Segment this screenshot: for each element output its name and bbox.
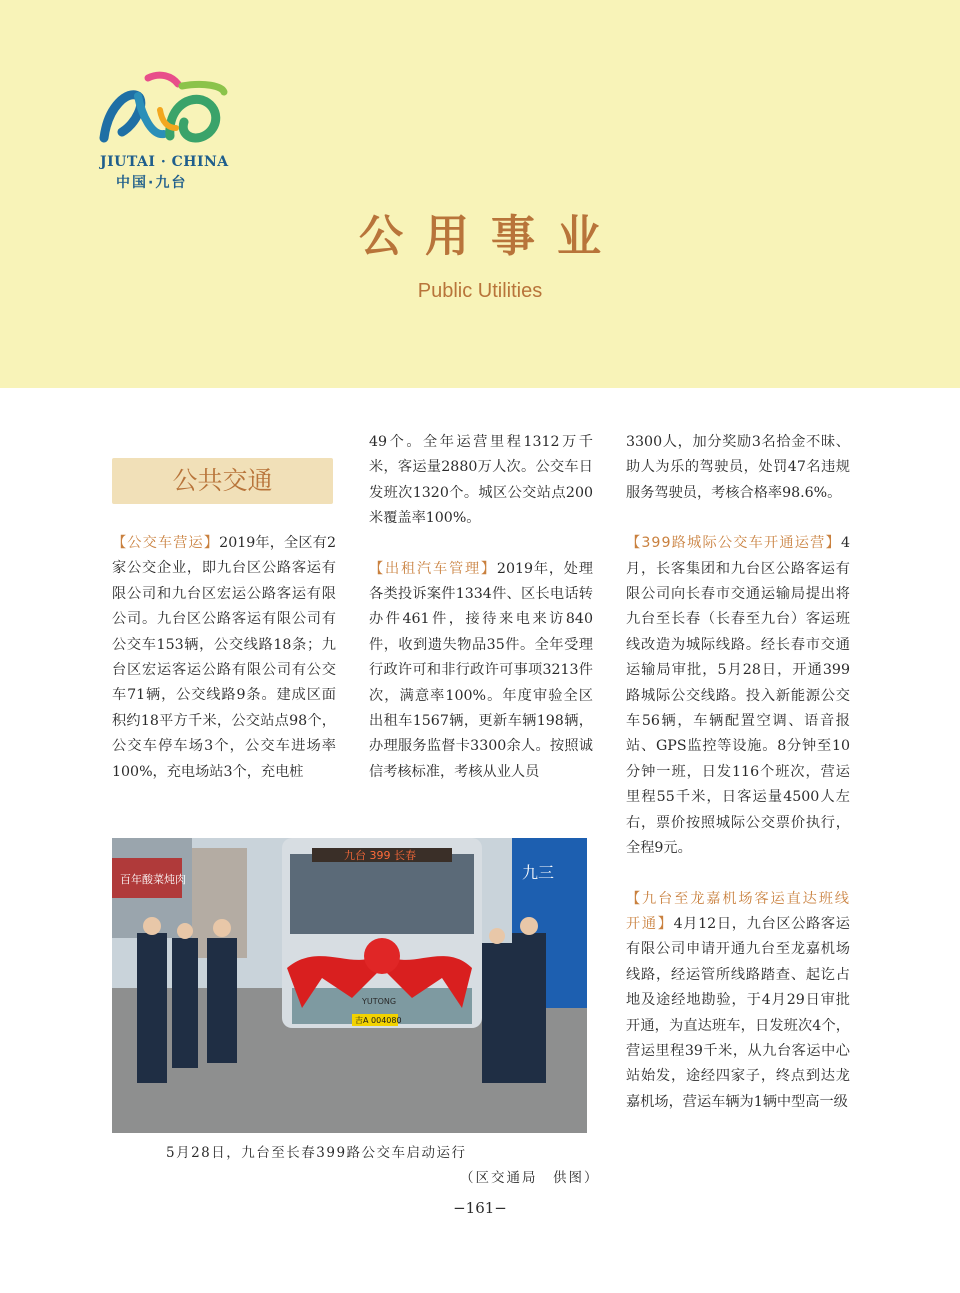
paragraph-heading: 【九台至龙嘉机场客运直达班线开通】	[626, 890, 850, 932]
text-column-2	[369, 430, 593, 785]
bus-destination-sign: 九台 399 长春	[344, 849, 416, 862]
paragraph-continued	[369, 430, 593, 532]
paragraph-airport-line	[626, 887, 850, 1116]
paragraph-text: 4月12日，九台区公路客运有限公司申请开通九台至龙嘉机场线路，经运管所线路踏查、起讫占地及途经地勘验，于4月29日审批开通，为直达班车，日发班次4个，营运里程39千米，从九台客运中心站始发，途经四家子，终点到达龙嘉机场，营运车辆为1辆中型高一级	[626, 915, 850, 1110]
page-subtitle: Public Utilities	[417, 280, 543, 302]
paragraph-bus-operation	[112, 531, 336, 785]
paragraph-text: 3300人，加分奖励3名拾金不昧、助人为乐的驾驶员，处罚47名违规服务驾驶员，考核合格率98.6%。	[626, 434, 850, 501]
text-column-3	[626, 430, 850, 1115]
paragraph-taxi-management	[369, 557, 593, 786]
page-header	[0, 0, 960, 388]
paragraph-continued	[626, 430, 850, 506]
paragraph-heading: 【公交车营运】	[112, 535, 220, 551]
store-sign: 百年酸菜炖肉	[120, 873, 186, 886]
logo-emblem-icon	[98, 66, 238, 156]
paragraph-text: 49个。全年运营里程1312万千米，客运量2880万人次。公交车日发班次1320个。城区公交站点200米覆盖率100%。	[369, 434, 593, 527]
photo-illustration	[112, 838, 587, 1133]
logo-text-cn: 中国·九台	[116, 175, 188, 191]
paragraph-text: 2019年，全区有2家公交企业，即九台区公路客运有限公司和九台区宏运公路客运有限公司。九台区公路客运有限公司有公交车153辆，公交线路18条；九台区宏运客运公路有限公司有公交车71辆，公交线路9条。建成区面积约18平方千米，公交站点98个，公交车停车场3个，公交车进场率100%，充电场站3个，充电桩	[112, 535, 336, 780]
paragraph-heading: 【出租汽车管理】	[369, 560, 497, 577]
bus-brand: YUTONG	[362, 997, 397, 1006]
paragraph-heading: 【399路城际公交车开通运营】	[626, 535, 841, 552]
photo-credit: （区交通局 供图）	[460, 1170, 600, 1186]
paragraph-text: 2019年，处理各类投诉案件1334件、区长电话转办件461件，接待来电来访840件，收到遗失物品35件。全年受理行政许可和非行政许可事项3213件次，满意率100%。年度审验全区出租车1567辆，更新车辆198辆，办理服务监督卡3300余人。按照诚信考核标准，考核从业人员	[369, 560, 593, 780]
paragraph-route-399	[626, 531, 850, 861]
building-sign: 九三	[522, 863, 555, 882]
page-number: −161−	[453, 1199, 507, 1217]
license-plate: 吉A 004080	[355, 1016, 402, 1025]
section-title: 公共交通	[172, 466, 273, 495]
text-column-1	[112, 531, 336, 785]
photo-caption: 5月28日，九台至长春399路公交车启动运行	[166, 1145, 467, 1161]
logo-text-en: JIUTAI · CHINA	[100, 154, 229, 170]
section-title-box	[112, 458, 333, 504]
bus-launch-photo	[112, 838, 587, 1133]
paragraph-text: 4月，长客集团和九台区公路客运有限公司向长春市交通运输局提出将九台至长春（长春至九台）客运班线改造为城际线路。经长春市交通运输局审批，5月28日，开通399路城际公交线路。投入新能源公交车56辆，车辆配置空调、语音报站、GPS监控等设施。8分钟至10分钟一班，日发116个班次，营运里程55千米，日客运量4500人左右，票价按照城际公交票价执行，全程9元。	[626, 535, 850, 857]
jiutai-logo	[98, 66, 238, 156]
page-title: 公用事业	[359, 211, 623, 262]
